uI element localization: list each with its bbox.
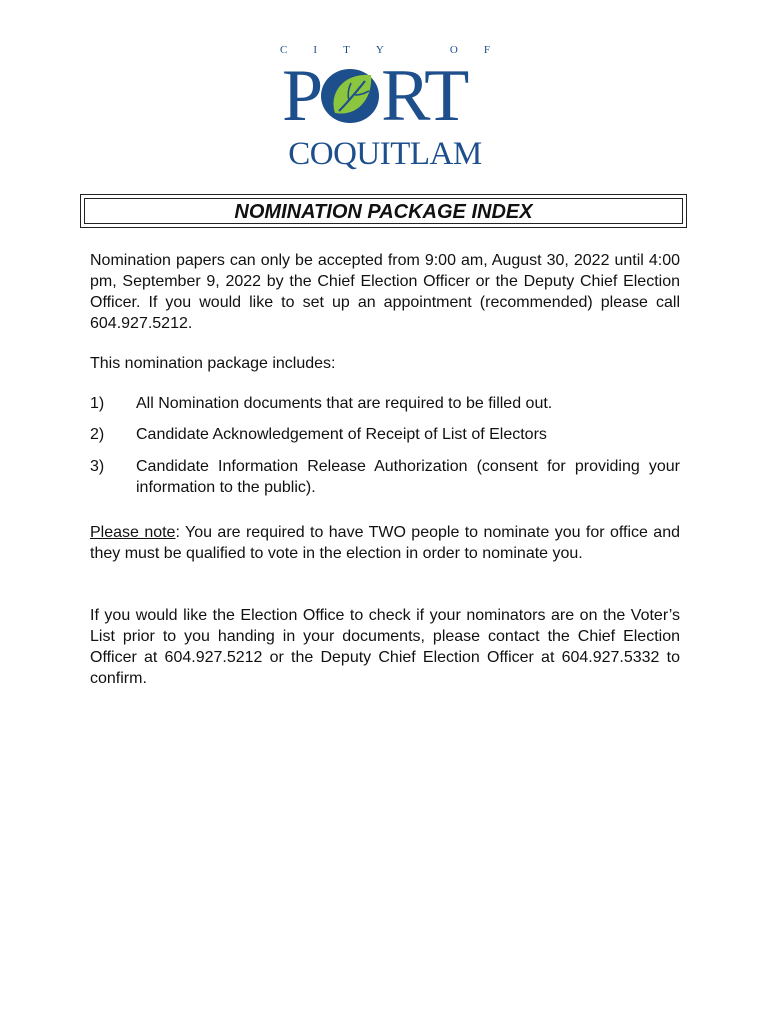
city-logo — [280, 44, 490, 174]
list-item-text: All Nomination documents that are required to be filled out. — [136, 395, 553, 412]
logo-letter: C — [280, 44, 288, 56]
logo-letter: F — [483, 44, 490, 56]
logo-port-p: P — [282, 55, 322, 137]
check-paragraph: If you would like the Election Office to check if your nominators are on the Voter’s List prior to you handing in your documents, please contact the Chief Election Officer at 604.927.5212 or the Deputy Chief Election Officer at 604.927.5332 to confirm. — [90, 607, 680, 687]
list-item-number: 2) — [90, 426, 105, 443]
page-title: NOMINATION PACKAGE INDEX — [234, 201, 533, 223]
logo-coquitlam: COQUITLAM — [288, 136, 482, 172]
note-paragraph — [90, 522, 680, 564]
includes-heading: This nomination package includes: — [90, 355, 336, 372]
logo-letter: Y — [375, 44, 384, 56]
logo-letter: I — [313, 44, 318, 56]
list-item-number: 3) — [90, 458, 105, 475]
list-item-text: Candidate Information Release Authorization (consent for providing your information to the public). — [136, 458, 680, 496]
list-item-number: 1) — [90, 395, 105, 412]
note-label: Please note — [90, 524, 176, 541]
logo-port — [282, 55, 488, 137]
intro-paragraph: Nomination papers can only be accepted from 9:00 am, August 30, 2022 until 4:00 pm, September 9, 2022 by the Chief Election Officer or the Deputy Chief Election Officer. If you would like to set up an appointment (recommended) please call 604.927.5212. — [90, 252, 680, 332]
logo-letter: O — [449, 44, 458, 56]
list-item-text: Candidate Acknowledgement of Receipt of List of Electors — [136, 426, 547, 443]
leaf-icon — [319, 65, 381, 127]
logo-port-rt: RT — [381, 55, 468, 137]
note-text: : You are required to have TWO people to nominate you for office and they must be qualified to vote in the election in order to nominate you. — [90, 524, 681, 562]
title-box — [80, 194, 687, 228]
logo-letter: T — [343, 44, 350, 56]
